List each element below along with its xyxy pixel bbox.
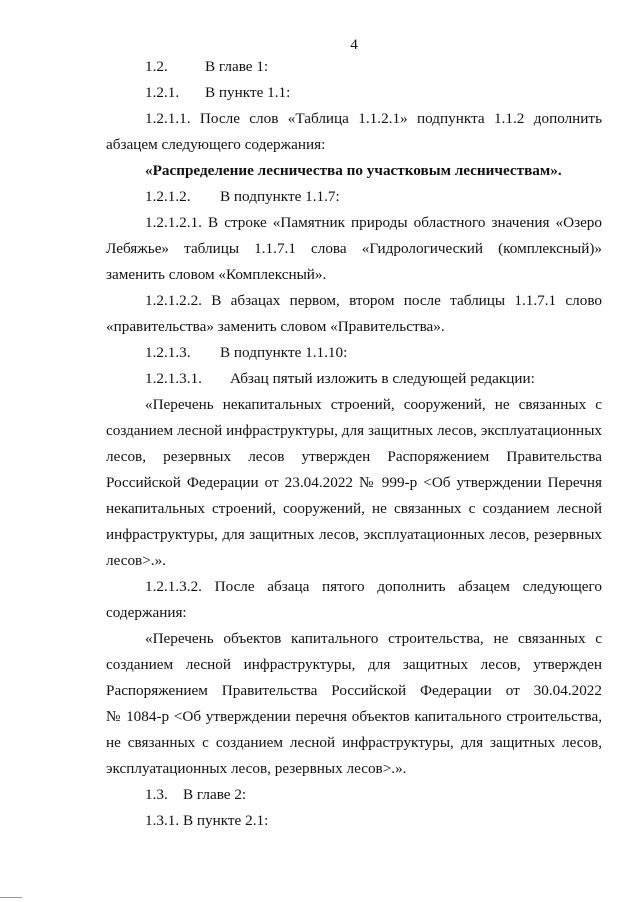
paragraph-line: Российской Федерации от 23.04.2022 № 999-р <Об утверждении Перечня (106, 474, 602, 491)
clause-text: В подпункте 1.1.10: (220, 344, 348, 361)
paragraph-line: заменить словом «Комплексный». (106, 266, 327, 283)
paragraph-line: инфраструктуры, для защитных лесов, эксплуатационных лесов, резервных (106, 526, 602, 543)
paragraph-line: Лебяжье» таблицы 1.1.7.1 слова «Гидрологический (комплексный)» (106, 240, 602, 257)
paragraph-line: № 1084-р <Об утверждении перечня объектов капитального строительства, (106, 708, 602, 725)
paragraph-line: абзацем следующего содержания: (106, 136, 326, 153)
page-edge-mark (0, 897, 22, 902)
paragraph-line: Распоряжением Правительства Российской Федерации от 30.04.2022 (106, 682, 602, 699)
paragraph-line: лесов, резервных лесов утвержден Распоряжением Правительства (106, 448, 602, 465)
clause-text: В подпункте 1.1.7: (220, 188, 340, 205)
clause-1-2 (145, 58, 268, 76)
clause-1-2-1 (145, 84, 290, 102)
clause-1-2-1-3 (145, 344, 347, 362)
paragraph-line: 1.2.1.2.2. В абзацах первом, втором после таблицы 1.1.7.1 слово (145, 292, 602, 309)
paragraph-line: 1.2.1.2.1. В строке «Памятник природы областного значения «Озеро (145, 214, 602, 231)
clause-text: В главе 2: (183, 786, 247, 803)
clause-1-2-1-3-1 (145, 370, 535, 388)
paragraph-line: некапитальных строений, сооружений, не связанных с созданием лесной (106, 500, 602, 517)
paragraph-line: не связанных с созданием лесной инфраструктуры, для защитных лесов, (106, 734, 602, 751)
clause-number: 1.2.1.3.1. (145, 370, 202, 387)
paragraph-line: «Перечень некапитальных строений, сооружений, не связанных с (145, 396, 602, 413)
paragraph-line: созданием лесной инфраструктуры, для защитных лесов, утвержден (106, 656, 602, 673)
page-number: 4 (350, 36, 358, 53)
paragraph-line: 1.2.1.1. После слов «Таблица 1.1.2.1» подпункта 1.1.2 дополнить (145, 110, 602, 127)
clause-text: В пункте 1.1: (205, 84, 291, 101)
clause-1-3 (145, 786, 246, 804)
clause-text: Абзац пятый изложить в следующей редакции: (230, 370, 535, 387)
paragraph-line: 1.3.1. В пункте 2.1: (145, 812, 269, 829)
clause-number: 1.3. (145, 786, 168, 803)
paragraph-line: 1.2.1.3.2. После абзаца пятого дополнить абзацем следующего (145, 578, 602, 595)
clause-text: В главе 1: (205, 58, 269, 75)
paragraph-line: «правительства» заменить словом «Правительства». (106, 318, 445, 335)
clause-1-2-1-2 (145, 188, 340, 206)
inserted-heading: «Распределение лесничества по участковым лесничествам». (145, 162, 562, 179)
paragraph-line: эксплуатационных лесов, резервных лесов>.». (106, 760, 407, 777)
paragraph-line: «Перечень объектов капитального строительства, не связанных с (145, 630, 602, 647)
clause-number: 1.2.1.2. (145, 188, 191, 205)
clause-number: 1.2.1.3. (145, 344, 191, 361)
paragraph-line: содержания: (106, 604, 187, 621)
clause-number: 1.2. (145, 58, 168, 75)
clause-number: 1.2.1. (145, 84, 180, 101)
paragraph-line: лесов>.». (106, 552, 166, 569)
paragraph-line: созданием лесной инфраструктуры, для защитных лесов, эксплуатационных (106, 422, 602, 439)
